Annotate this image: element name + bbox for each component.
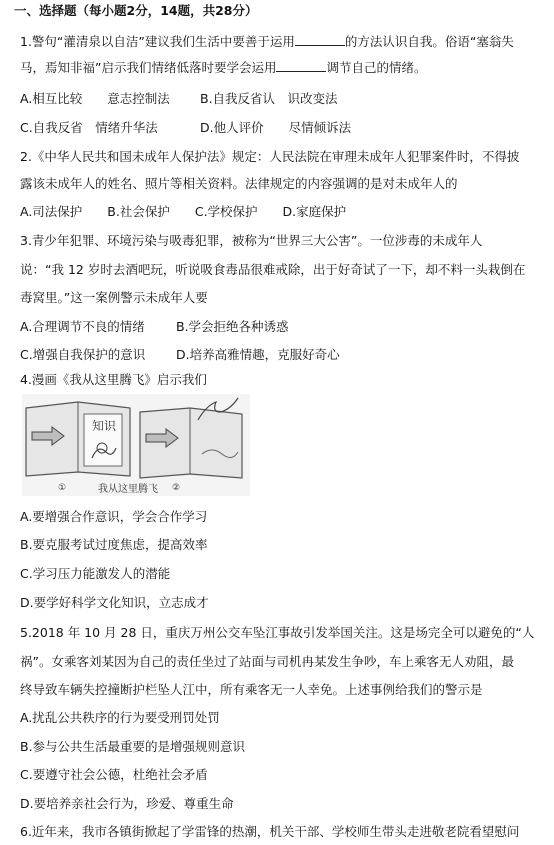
q1-option-d: D.他人评价 尽情倾诉法 xyxy=(200,120,352,135)
q1-stem-line-2: 马，焉知非福”启示我们情绪低落时要学会运用 调节自己的情绪。 xyxy=(20,60,427,75)
q6-stem-line-1: 6.近年来，我市各镇街掀起了学雷锋的热潮，机关干部、学校师生带头走进敬老院看望慰问 xyxy=(20,824,520,839)
q1-option-a: A.相互比较 意志控制法 xyxy=(20,91,170,106)
q2-stem-line-2: 露该未成年人的姓名、照片等相关资料。法律规定的内容强调的是对未成年人的 xyxy=(20,176,458,191)
q3-option-c: C.增强自我保护的意识 xyxy=(20,347,146,362)
q3-option-b: B.学会拒绝各种诱惑 xyxy=(176,319,289,334)
q5-option-b: B.参与公共生活最重要的是增强规则意识 xyxy=(20,739,246,754)
q3-option-d: D.培养高雅情趣，克服好奇心 xyxy=(176,347,340,362)
q3-stem-line-3: 毒窝里。”这一案例警示未成年人要 xyxy=(20,290,208,305)
q5-option-c: C.要遵守社会公德，杜绝社会矛盾 xyxy=(20,767,208,782)
book-text: 知识 xyxy=(92,419,117,433)
q2-options: A.司法保护 B.社会保护 C.学校保护 D.家庭保护 xyxy=(20,204,347,219)
q4-option-b: B.要克服考试过度焦虑，提高效率 xyxy=(20,537,208,552)
q1-option-b: B.自我反省认 识改变法 xyxy=(200,91,338,106)
q3-option-row-2 xyxy=(20,346,340,364)
q4-comic-caption: 我从这里腾飞 xyxy=(98,484,158,495)
q5-stem-line-1: 5.2018 年 10 月 28 日，重庆万州公交车坠江事故引发举国关注。这是场完全可以避免的“人 xyxy=(20,625,535,640)
q1-option-c: C.自我反省 情绪升华法 xyxy=(20,120,158,135)
q4-option-a: A.要增强合作意识，学会合作学习 xyxy=(20,509,208,524)
q5-option-a: A.扰乱公共秩序的行为要受刑罚处罚 xyxy=(20,710,220,725)
q4-stem: 4.漫画《我从这里腾飞》启示我们 xyxy=(20,372,207,387)
q4-option-c: C.学习压力能激发人的潜能 xyxy=(20,566,171,581)
section-title: 一、选择题（每小题2分，14题，共28分） xyxy=(14,3,258,18)
q5-stem-line-2: 祸”。女乘客刘某因为自己的责任坐过了站面与司机冉某发生争吵，车上乘客无人劝阻，最 xyxy=(20,654,514,669)
q1-stem-line-1: 1.警句“灌清泉以自洁”建议我们生活中要善于运用 的方法认识自我。俗语“塞翁失 xyxy=(20,34,514,49)
q5-stem-line-3: 终导致车辆失控撞断护栏坠人江中，所有乘客无一人幸免。上述事例给我们的警示是 xyxy=(20,682,483,697)
q1-blank-1 xyxy=(295,33,345,46)
q3-option-row-1 xyxy=(20,318,289,336)
panel-2-number: ② xyxy=(172,483,181,493)
q2-stem-line-1: 2.《中华人民共和国未成年人保护法》规定：人民法院在审理未成年人犯罪案件时，不得披 xyxy=(20,149,520,164)
panel-1-number: ① xyxy=(58,483,67,493)
q4-option-d: D.要学好科学文化知识，立志成才 xyxy=(20,595,209,610)
q3-stem-line-2: 说：“我 12 岁时去酒吧玩，听说吸食毒品很难戒除，出于好奇试了一下，却不料一头栽倒在 xyxy=(20,262,526,277)
q3-stem-line-1: 3.青少年犯罪、环境污染与吸毒犯罪，被称为“世界三大公害”。一位涉毒的未成年人 xyxy=(20,233,483,248)
q1-blank-2 xyxy=(276,59,326,72)
q1-option-row-2 xyxy=(20,119,351,137)
q3-option-a: A.合理调节不良的情绪 xyxy=(20,319,145,334)
q5-option-d: D.要培养亲社会行为，珍爱、尊重生命 xyxy=(20,796,234,811)
q1-option-row-1 xyxy=(20,90,338,108)
